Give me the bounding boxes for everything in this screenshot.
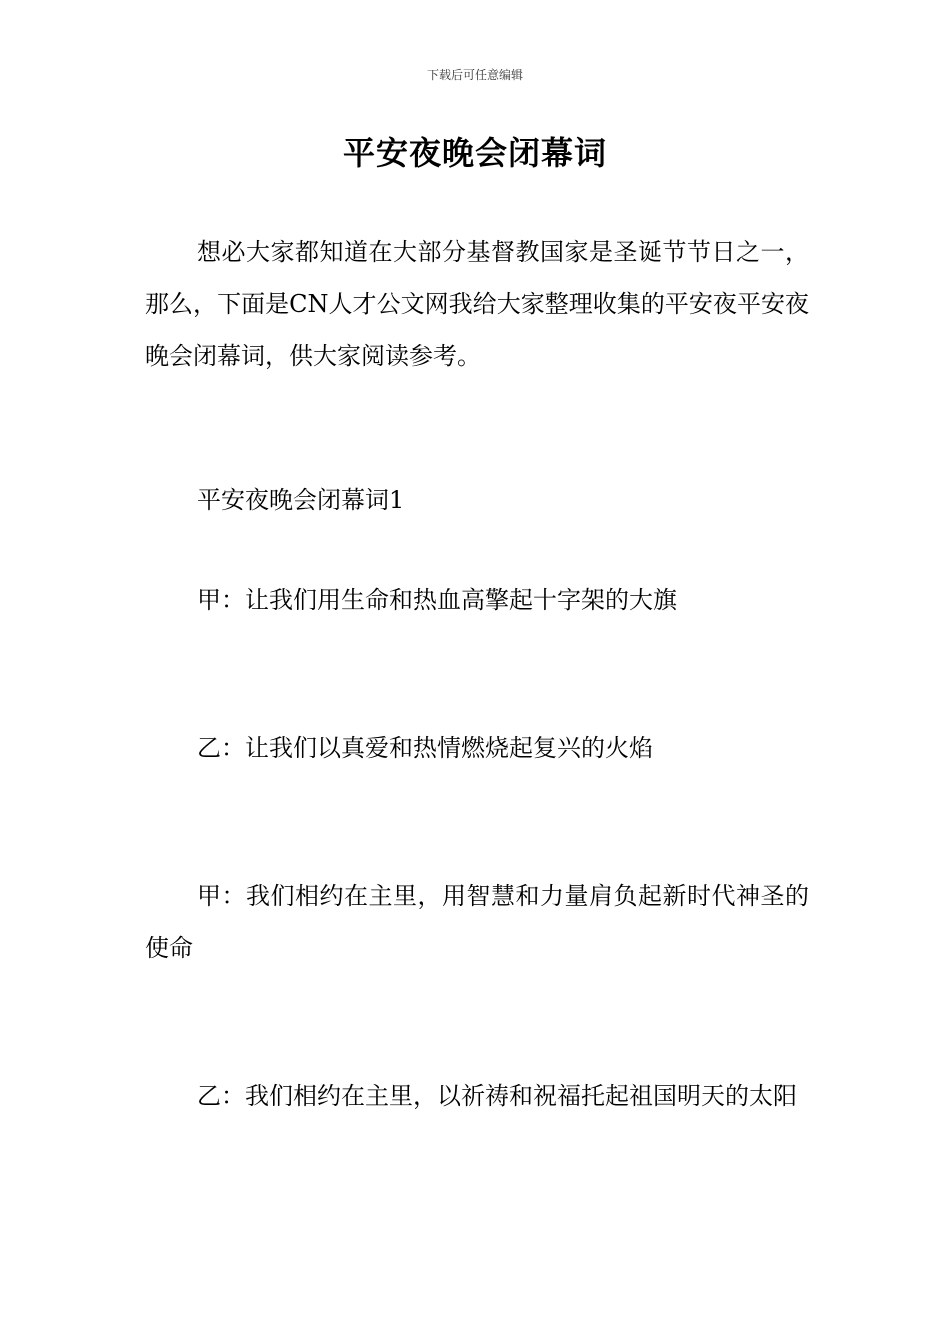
document-title: 平安夜晚会闭幕词: [342, 134, 607, 172]
section-title: 平安夜晚会闭幕词1: [197, 486, 405, 514]
speech-line-1: 甲：让我们用生命和热血高擎起十字架的大旗: [197, 586, 677, 614]
speech-line-2: 乙：让我们以真爱和热情燃烧起复兴的火焰: [197, 734, 653, 762]
intro-paragraph: 想必大家都知道在大部分基督教国家是圣诞节节日之一，那么，下面是CN人才公文网我给大家整理收集的平安夜平安夜晚会闭幕词，供大家阅读参考。: [145, 238, 809, 370]
header-note: 下载后可任意编辑: [426, 68, 523, 82]
speech-line-4: 乙：我们相约在主里，以祈祷和祝福托起祖国明天的太阳: [197, 1082, 797, 1110]
speech-line-3: 甲：我们相约在主里，用智慧和力量肩负起新时代神圣的使命: [145, 882, 809, 962]
